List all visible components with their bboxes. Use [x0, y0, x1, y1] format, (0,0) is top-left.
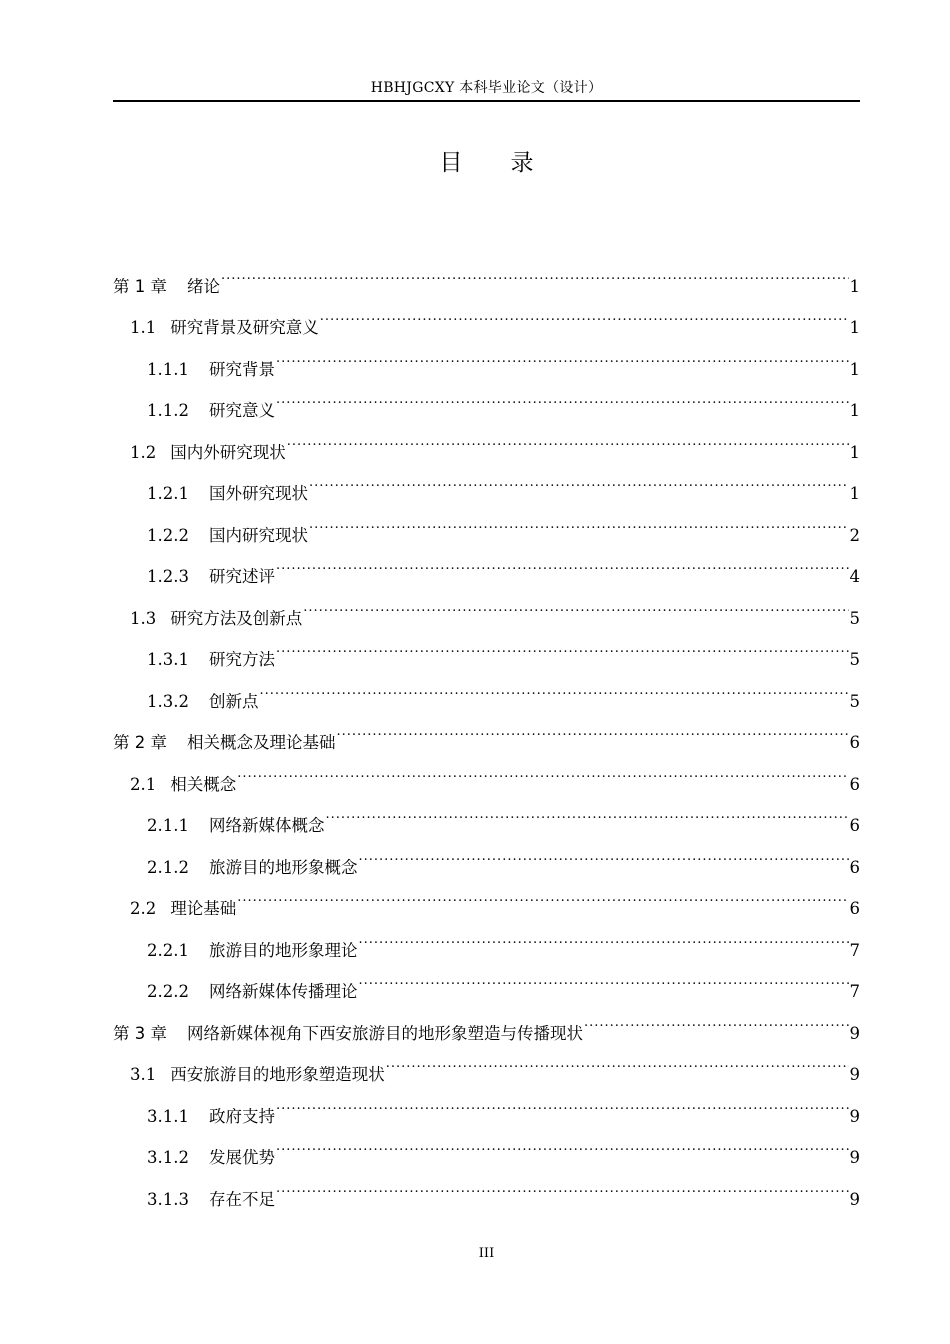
- toc-entry-title: 存在不足: [208, 1189, 275, 1209]
- toc-entry-title: 研究背景及研究意义: [170, 318, 319, 337]
- toc-entry-number: 2.1.1: [147, 816, 189, 835]
- toc-entry-number: 第 2 章: [113, 733, 167, 752]
- toc-entry-page: 6: [849, 774, 860, 794]
- toc-dot-leader: [337, 707, 849, 749]
- toc-entry-page: 7: [849, 940, 860, 960]
- toc-dot-leader: [237, 748, 848, 790]
- toc-entry-page: 1: [849, 318, 860, 337]
- toc-entry-number: 1.1: [130, 318, 157, 337]
- toc-entry-page: 1: [849, 276, 860, 296]
- toc-entry-number: 3.1.3: [147, 1189, 189, 1209]
- toc-entry-number: 2.2.1: [147, 940, 189, 960]
- toc-entry[interactable]: [113, 292, 860, 337]
- toc-entry-number: 3.1.2: [147, 1148, 189, 1167]
- toc-entry-number: 1.2.1: [147, 484, 189, 503]
- toc-entry[interactable]: [113, 250, 860, 296]
- toc-dot-leader: [237, 873, 848, 915]
- toc-entry-page: 1: [849, 484, 860, 503]
- header-divider: [113, 100, 860, 102]
- toc-dot-leader: [276, 375, 849, 417]
- toc-dot-leader: [320, 292, 849, 334]
- toc-entry-title: 网络新媒体视角下西安旅游目的地形象塑造与传播现状: [187, 1023, 583, 1043]
- toc-dot-leader: [276, 1163, 849, 1205]
- toc-entry-page: 9: [849, 1106, 860, 1126]
- toc-entry-title: 研究意义: [208, 401, 275, 420]
- toc-dot-leader: [358, 914, 848, 956]
- toc-entry-number: 2.2.2: [147, 982, 189, 1001]
- table-of-contents: [113, 250, 860, 1209]
- toc-entry-title: 国内研究现状: [208, 525, 308, 545]
- toc-entry-page: 4: [849, 567, 860, 586]
- toc-entry-title: 研究方法及创新点: [170, 608, 303, 628]
- toc-entry-page: 6: [849, 733, 860, 752]
- toc-entry-number: 2.1.2: [147, 857, 189, 877]
- toc-entry-title: 网络新媒体传播理论: [208, 982, 358, 1001]
- toc-entry-title: 理论基础: [170, 899, 237, 918]
- toc-entry-page: 9: [849, 1065, 860, 1084]
- toc-entry-title: 相关概念及理论基础: [187, 733, 336, 752]
- toc-entry-number: 3.1.1: [147, 1106, 189, 1126]
- toc-entry-page: 5: [849, 650, 860, 669]
- toc-entry-number: 1.3.1: [147, 650, 189, 669]
- toc-entry-number: 1.2: [130, 442, 157, 462]
- toc-entry-number: 2.1: [130, 774, 157, 794]
- toc-entry-title: 绪论: [187, 276, 220, 296]
- page-title: 目录: [439, 150, 582, 176]
- toc-dot-leader: [358, 831, 848, 873]
- toc-entry-page: 9: [849, 1023, 860, 1043]
- toc-entry-number: 3.1: [130, 1065, 157, 1084]
- toc-entry-title: 旅游目的地形象理论: [208, 940, 358, 960]
- toc-entry-number: 1.2.2: [147, 525, 189, 545]
- toc-dot-leader: [309, 499, 849, 541]
- toc-entry-number: 2.2: [130, 899, 157, 918]
- toc-dot-leader: [325, 790, 848, 832]
- toc-entry-number: 1.1.2: [147, 401, 189, 420]
- toc-entry-title: 研究背景: [208, 359, 275, 379]
- toc-entry-title: 研究方法: [208, 650, 275, 669]
- toc-entry-page: 1: [849, 359, 860, 379]
- toc-entry-title: 政府支持: [208, 1106, 275, 1126]
- toc-entry-number: 1.1.1: [147, 359, 189, 379]
- toc-dot-leader: [287, 416, 849, 458]
- toc-entry-title: 国内外研究现状: [170, 442, 286, 462]
- toc-entry-page: 6: [849, 899, 860, 918]
- toc-dot-leader: [386, 1039, 849, 1081]
- toc-dot-leader: [259, 665, 848, 707]
- toc-dot-leader: [358, 956, 848, 998]
- toc-entry-page: 5: [849, 608, 860, 628]
- toc-entry-page: 1: [849, 442, 860, 462]
- toc-entry-title: 西安旅游目的地形象塑造现状: [170, 1065, 385, 1084]
- toc-entry-title: 相关概念: [170, 774, 237, 794]
- toc-dot-leader: [309, 458, 849, 500]
- toc-entry-page: 9: [849, 1189, 860, 1209]
- page-number: III: [478, 1246, 495, 1261]
- toc-entry-title: 发展优势: [208, 1148, 275, 1167]
- toc-entry-title: 旅游目的地形象概念: [208, 857, 358, 877]
- toc-entry-page: 7: [849, 982, 860, 1001]
- toc-dot-leader: [276, 624, 849, 666]
- toc-entry-title: 国外研究现状: [208, 484, 308, 503]
- toc-entry-number: 1.2.3: [147, 567, 189, 586]
- toc-entry-number: 1.3: [130, 608, 157, 628]
- toc-entry-page: 9: [849, 1148, 860, 1167]
- toc-entry-number: 1.3.2: [147, 691, 189, 711]
- toc-entry-title: 网络新媒体概念: [208, 816, 325, 835]
- toc-entry-page: 2: [849, 525, 860, 545]
- toc-entry-number: 第 1 章: [113, 276, 167, 296]
- toc-entry-page: 6: [849, 816, 860, 835]
- toc-entry-number: 第 3 章: [113, 1023, 167, 1043]
- toc-entry-title: 创新点: [208, 691, 259, 711]
- toc-entry-page: 5: [849, 691, 860, 711]
- toc-dot-leader: [276, 1122, 849, 1164]
- toc-entry-page: 1: [849, 401, 860, 420]
- toc-dot-leader: [303, 582, 848, 624]
- toc-dot-leader: [221, 250, 849, 292]
- toc-dot-leader: [276, 541, 849, 583]
- running-header: HBHJGCXY 本科毕业论文（设计）: [370, 80, 603, 96]
- toc-dot-leader: [276, 333, 849, 375]
- toc-entry-title: 研究述评: [208, 567, 275, 586]
- toc-entry-page: 6: [849, 857, 860, 877]
- toc-dot-leader: [584, 997, 849, 1039]
- toc-dot-leader: [276, 1080, 849, 1122]
